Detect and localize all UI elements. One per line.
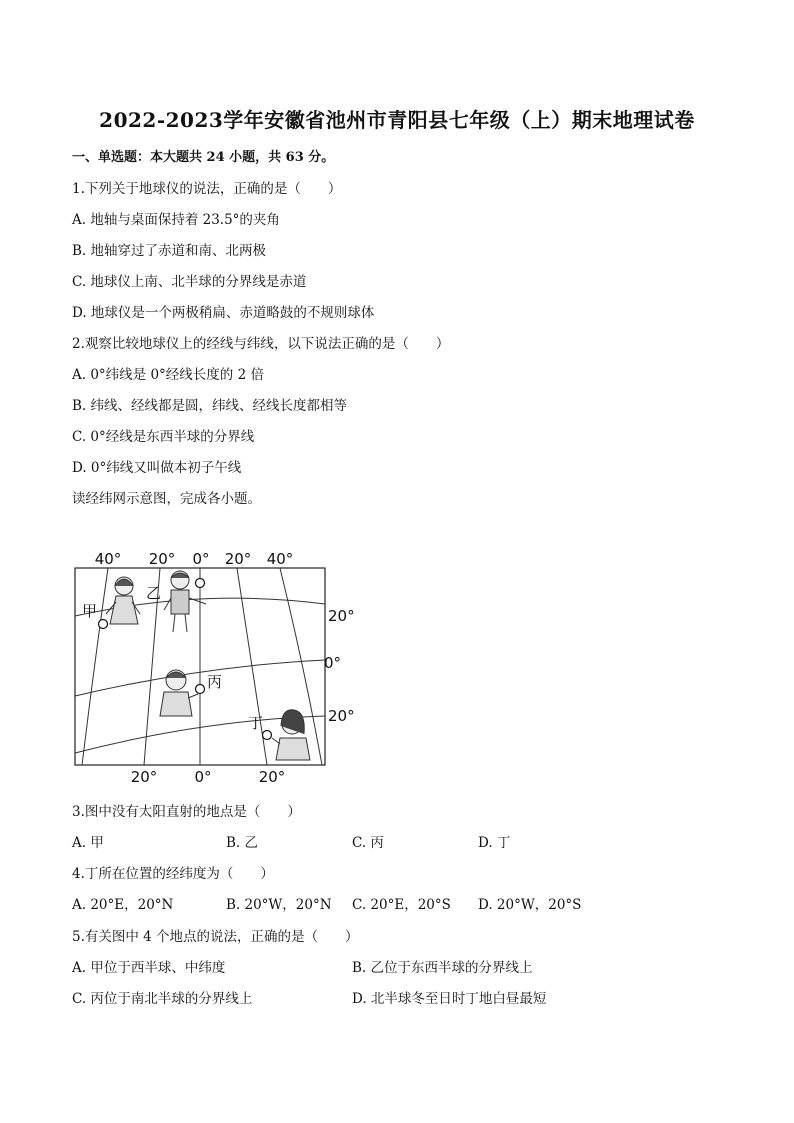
section-heading: 一、单选题：本大题共 24 小题，共 63 分。: [72, 150, 335, 165]
top-label-20e: 20°: [224, 550, 252, 568]
graticule-diagram: [72, 548, 372, 798]
point-yi: [196, 579, 205, 588]
q4-option-a[interactable]: A. 20°E，20°N: [72, 897, 174, 913]
cartoon-girl-icon: [106, 577, 140, 624]
right-label-0: 0°: [324, 654, 342, 672]
q4-option-d[interactable]: D. 20°W，20°S: [478, 897, 582, 913]
point-ding-label: 丁: [248, 714, 264, 732]
q3-option-c[interactable]: C. 丙: [352, 835, 384, 851]
graticule-figure: [72, 548, 372, 798]
q1-option-c[interactable]: C. 地球仪上南、北半球的分界线是赤道: [72, 274, 307, 290]
q5-stem: 5.有关图中 4 个地点的说法，正确的是（ ）: [72, 929, 359, 945]
q2-option-a[interactable]: A. 0°纬线是 0°经线长度的 2 倍: [72, 367, 264, 383]
point-ding: [263, 731, 272, 740]
exam-title: 2022-2023学年安徽省池州市青阳县七年级（上）期末地理试卷: [99, 108, 695, 132]
q4-stem: 4.丁所在位置的经纬度为（ ）: [72, 866, 274, 882]
q3-option-d[interactable]: D. 丁: [478, 835, 511, 851]
bottom-label-0: 0°: [194, 768, 212, 786]
q3-option-a[interactable]: A. 甲: [72, 835, 104, 851]
right-label-20n: 20°: [328, 607, 355, 625]
top-label-20w: 20°: [148, 550, 176, 568]
point-bing-label: 丙: [207, 673, 223, 691]
top-label-40e: 40°: [266, 550, 294, 568]
q5-option-d[interactable]: D. 北半球冬至日时丁地白昼最短: [352, 991, 547, 1007]
q1-option-d[interactable]: D. 地球仪是一个两极稍扁、赤道略鼓的不规则球体: [72, 305, 375, 321]
point-jia: [99, 620, 108, 629]
q3-option-b[interactable]: B. 乙: [226, 835, 259, 851]
q5-option-b[interactable]: B. 乙位于东西半球的分界线上: [352, 960, 533, 976]
meridian-40w: [82, 568, 108, 765]
cartoon-student-icon: [160, 670, 198, 716]
figure-intro: 读经纬网示意图，完成各小题。: [72, 491, 261, 507]
q1-option-b[interactable]: B. 地轴穿过了赤道和南、北两极: [72, 243, 267, 259]
top-label-0: 0°: [192, 550, 210, 568]
q3-stem: 3.图中没有太阳直射的地点是（ ）: [72, 804, 301, 820]
point-bing: [196, 685, 205, 694]
top-label-40w: 40°: [94, 550, 122, 568]
meridian-40e: [280, 568, 322, 765]
q2-stem: 2.观察比较地球仪上的经线与纬线，以下说法正确的是（ ）: [72, 336, 450, 352]
q4-option-b[interactable]: B. 20°W，20°N: [226, 897, 332, 913]
point-jia-label: 甲: [82, 602, 98, 620]
q5-option-c[interactable]: C. 丙位于南北半球的分界线上: [72, 991, 253, 1007]
q2-option-d[interactable]: D. 0°纬线又叫做本初子午线: [72, 460, 242, 476]
q2-option-c[interactable]: C. 0°经线是东西半球的分界线: [72, 429, 255, 445]
bottom-label-20e: 20°: [258, 768, 286, 786]
q2-option-b[interactable]: B. 纬线、经线都是圆，纬线、经线长度都相等: [72, 398, 348, 414]
q4-option-c[interactable]: C. 20°E，20°S: [352, 897, 451, 913]
point-yi-label: 乙: [146, 584, 162, 602]
bottom-label-20w: 20°: [130, 768, 158, 786]
q5-option-a[interactable]: A. 甲位于西半球、中纬度: [72, 960, 226, 976]
right-label-20s: 20°: [328, 707, 355, 725]
q1-stem: 1.下列关于地球仪的说法，正确的是（ ）: [72, 181, 342, 197]
q1-option-a[interactable]: A. 地轴与桌面保持着 23.5°的夹角: [72, 212, 280, 228]
